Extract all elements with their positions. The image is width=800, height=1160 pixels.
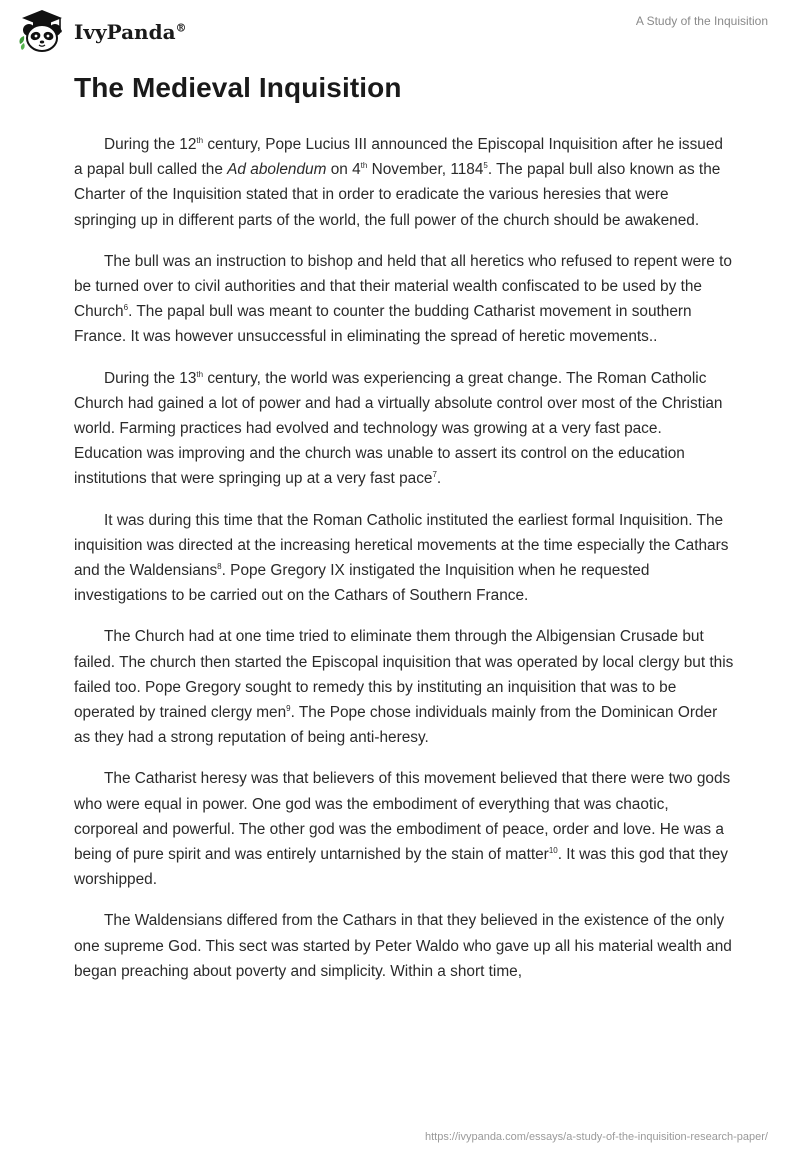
footnote-ref: 6 — [123, 303, 129, 313]
text-run: on 4 — [326, 161, 361, 179]
text-run: . Pope Gregory IX instigated the Inquisition when he requested investigations to be carried out on the Cathars of Southern France. — [74, 562, 650, 605]
text-run: November, 1184 — [367, 161, 484, 179]
text-run: . The papal bull also known as the Charter of the Inquisition stated that in order to eradicate the various heresies that were springing up in different parts of the world, the full power of the church should be awakened. — [74, 161, 721, 229]
paragraph — [74, 366, 734, 492]
paragraph — [74, 132, 734, 233]
text-run: . The papal bull was meant to counter the budding Catharist movement in southern France. It was however unsuccessful in eliminating the spread of heretic movements.. — [74, 303, 692, 346]
text-run: The Catharist heresy was that believers of this movement believed that there were two gods who were equal in power. One god was the embodiment of everything that was chaotic, corporeal and powerful. The other god was the embodiment of peace, order and love. He was a being of pure spirit and was entirely untarnished by the stain of matter — [74, 770, 731, 864]
footnote-ref: 10 — [548, 845, 558, 855]
section-heading: The Medieval Inquisition — [74, 72, 402, 103]
registered-mark: ® — [175, 21, 187, 35]
brand-name: IvyPanda® — [74, 20, 187, 44]
text-run: century, Pope Lucius III announced the Episcopal Inquisition after he issued a papal bull called the — [74, 136, 723, 179]
text-run: The Church had at one time tried to eliminate them through the Albigensian Crusade but failed. The church then started the Episcopal inquisition that was operated by local clergy but this failed too. Pope Gregory sought to remedy this by instituting an inquisition that was to be operated by trained clergy men — [74, 628, 734, 722]
text-run: During the 12 — [104, 136, 197, 153]
paragraph — [74, 624, 734, 750]
text-run: The Waldensians differed from the Cathars in that they believed in the existence of the only one supreme God. This sect was started by Peter Waldo who gave up all his material wealth and began preaching about poverty and simplicity. Within a short time, — [74, 912, 732, 980]
italic-title: Ad abolendum — [227, 161, 327, 179]
text-run: . — [436, 470, 442, 488]
footnote-ref: 5 — [483, 161, 488, 171]
footnote-ref: 9 — [286, 703, 291, 713]
footnote-ref: 7 — [432, 470, 437, 480]
footnote-ref: th — [196, 135, 204, 145]
text-run: The bull was an instruction to bishop and held that all heretics who refused to repent were to be turned over to civil authorities and that their material wealth confiscated to be used by the Church — [74, 252, 732, 321]
text-run: century, the world was experiencing a great change. The Roman Catholic Church had gained a lot of power and had a virtually absolute control over most of the Christian world. Farming practices had evolved and technology was growing at a very fast pace. Education was improving and the church was unable to assert its control on the education institutions that were springing up at a very fast pace — [74, 369, 723, 488]
page-header — [0, 0, 800, 60]
paragraph — [74, 766, 734, 892]
paragraph — [74, 508, 734, 609]
paragraph — [74, 249, 734, 350]
footnote-ref: th — [196, 369, 204, 379]
panda-graduate-icon — [16, 8, 68, 54]
footnote-ref: th — [360, 161, 368, 171]
ivypanda-logo[interactable] — [16, 8, 187, 54]
text-run: . The Pope chose individuals mainly from the Dominican Order as they had a strong reputation of being anti-heresy. — [74, 704, 718, 747]
text-run: It was during this time that the Roman Catholic instituted the earliest formal Inquisition. The inquisition was directed at the increasing heretical movements at the time especially the Cathars and the Waldensians — [74, 511, 729, 580]
text-run: . It was this god that they worshipped. — [74, 846, 728, 889]
paragraph — [74, 908, 734, 984]
source-url[interactable]: https://ivypanda.com/essays/a-study-of-the-inquisition-research-paper/ — [425, 1131, 768, 1143]
essay-body — [74, 132, 734, 1000]
document-title: A Study of the Inquisition — [635, 14, 768, 28]
text-run: During the 13 — [104, 369, 197, 387]
footnote-ref: 8 — [217, 561, 222, 571]
